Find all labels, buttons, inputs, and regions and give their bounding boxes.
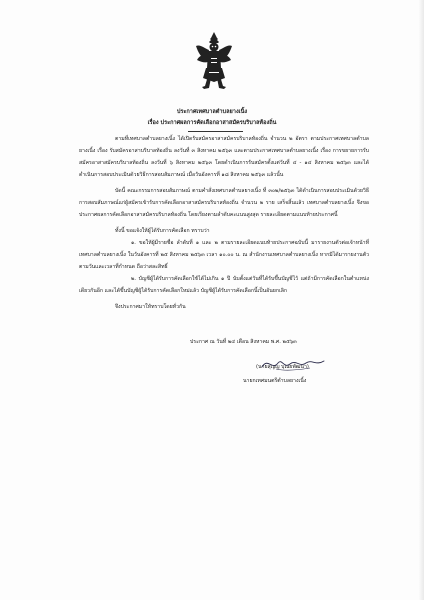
scan-edge-shadow: [418, 0, 424, 600]
title-divider: [188, 131, 243, 132]
document-title: ประกาศเทศบาลตำบลยางเนิ้ง: [176, 109, 248, 115]
signer-title: นายกเทศมนตรีตำบลยางเนิ้ง: [243, 378, 307, 384]
handwritten-signature: [258, 353, 328, 375]
signer-name: (นายสุญญ บุณยพัฒนา): [256, 364, 309, 370]
list-item-validity: ๒. บัญชีผู้ได้รับการคัดเลือกใช้ได้ไม่เกิน ๑ ปี นับตั้งแต่วันที่ได้รับขึ้นบัญชีไว้ แต่ถ้ามีการคัดเลือกในตำแหน่งเดียวกันอีก และได้ขึ้นบัญชีผู้ได้รับการคัดเลือกใหม่แล้ว บัญชีผู้ได้รับการคัดเลือกนี้เป็นอันยกเลิก: [79, 276, 369, 294]
document-subject: เรื่อง ประกาศผลการคัดเลือกอาสาสมัครบริบาลท้องถิ่น: [147, 120, 277, 126]
closing-line: จึงประกาศมาให้ทราบโดยทั่วกัน: [115, 304, 186, 310]
paragraph-notice: ทั้งนี้ ขอแจ้งให้ผู้ได้รับการคัดเลือก ทราบว่า: [115, 228, 210, 234]
date-line: ประกาศ ณ วันที่ ๒๔ เดือน สิงหาคม พ.ศ. ๒๕๖๓: [190, 339, 297, 345]
document-body: [79, 133, 369, 313]
garuda-emblem-icon: [196, 32, 232, 90]
list-item-report: ๑. ขอให้ผู้มีรายชื่อ ลำดับที่ ๑ และ ๒ ตามรายละเอียดแนบท้ายประกาศฉบับนี้ มารายงานตัวต่อเจ้าหน้าที่เทศบาลตำบลยางเนิ้ง ในวันอังคารที่ ๒๕ สิงหาคม ๒๕๖๓ เวลา ๑๐.๐๐ น. ณ สำนักงานเทศบาลตำบลยางเนิ้ง หากมิได้มารายงานตัวตามวันและเวลาที่กำหนด ถือว่าสละสิทธิ์: [79, 240, 369, 270]
paragraph-background: ตามที่เทศบาลตำบลยางเนิ้ง ได้เปิดรับสมัครอาสาสมัครบริบาลท้องถิ่น จำนวน ๒ อัตรา ตามประกาศเทศบาลตำบลยางเนิ้ง เรื่อง รับสมัครอาสาบริบาลท้องถิ่น ลงวันที่ ๓ สิงหาคม ๒๕๖๓ และตามประกาศเทศบาลตำบลยางเนิ้ง เรื่อง การขยายการรับสมัครอาสาสมัครบริบาลท้องถิ่น ลงวันที่ ๖ สิงหาคม ๒๕๖๓ โดยดำเนินการรับสมัครตั้งแต่วันที่ ๔ - ๑๔ สิงหาคม ๒๕๖๓ และได้ดำเนินการสอบประเมินด้วยวิธีการสอบสัมภาษณ์ เมื่อวันอังคารที่ ๑๘ สิงหาคม ๒๕๖๓ แล้วนั้น: [79, 136, 369, 178]
paragraph-announcement: บัดนี้ คณะกรรมการสอบสัมภาษณ์ ตามคำสั่งเทศบาลตำบลยางเนิ้ง ที่ ๓๐๒/๒๕๖๓ ได้ดำเนินการสอบประเมินด้วยวิธีการสอบสัมภาษณ์แก่ผู้สมัครเข้ารับการคัดเลือกอาสาสมัครบริบาลท้องถิ่น จำนวน ๒ ราย เสร็จสิ้นแล้ว เทศบาลตำบลยางเนิ้ง จึงขอประกาศผลการคัดเลือกอาสาสมัครบริบาลท้องถิ่น โดยเรียงตามลำดับคะแนนสูงสุด รายละเอียดตามแนบท้ายประกาศนี้: [79, 188, 369, 218]
